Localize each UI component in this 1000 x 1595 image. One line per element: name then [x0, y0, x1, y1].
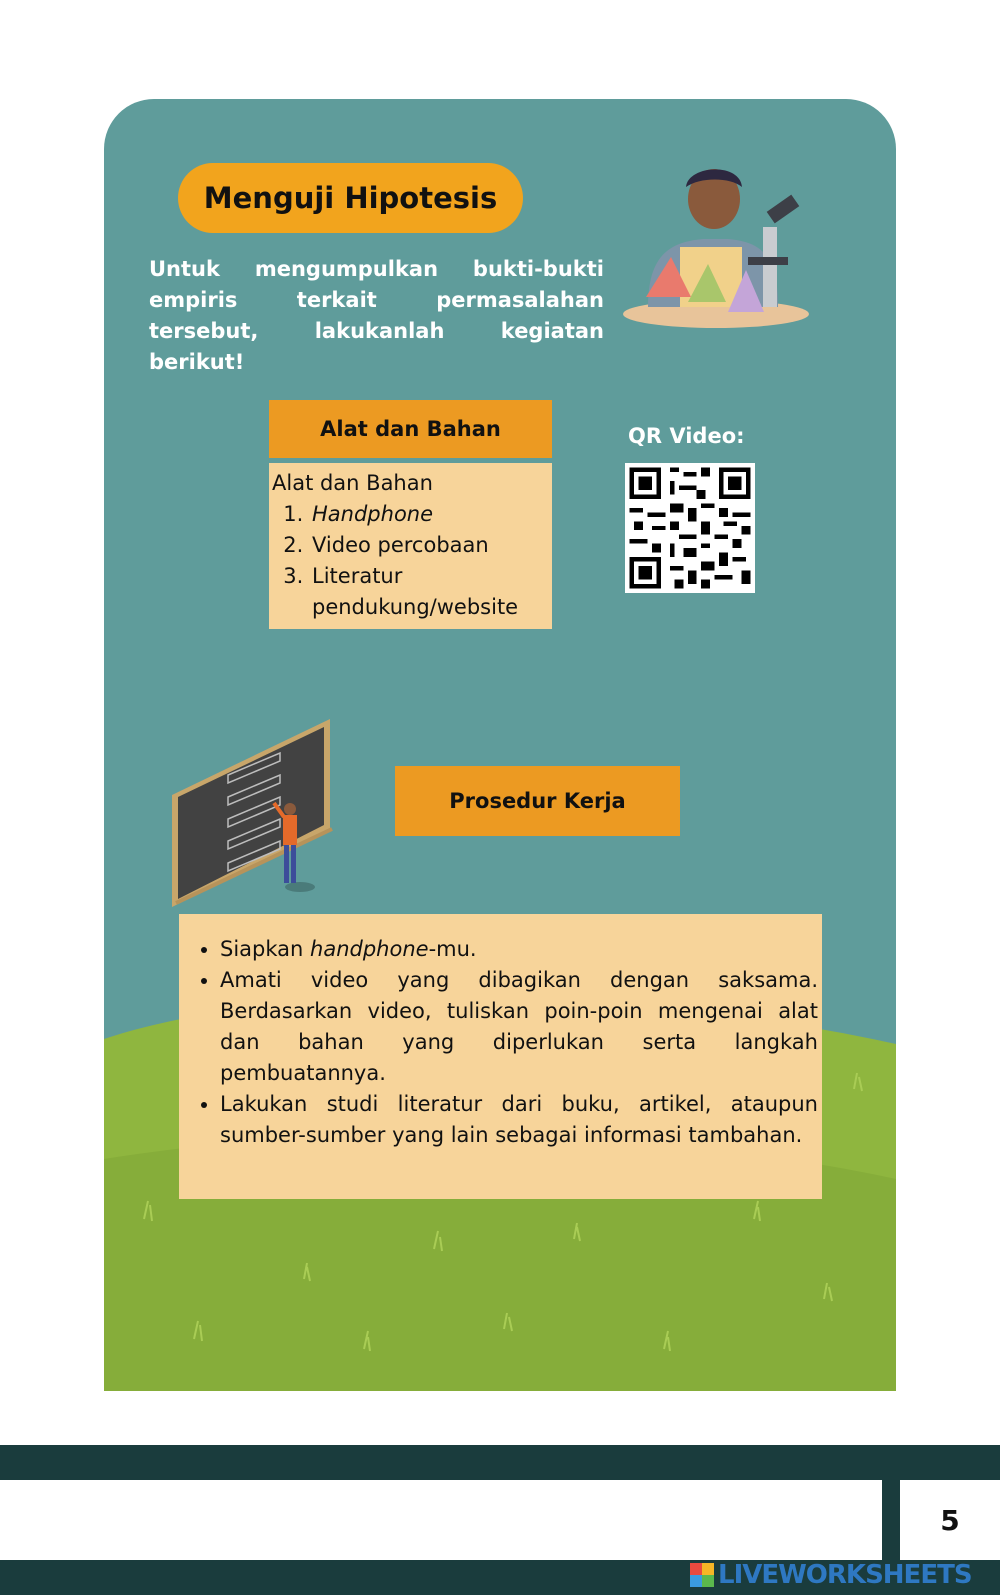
brand-name: LIVEWORKSHEETS — [718, 1560, 972, 1590]
page-number: 5 — [900, 1480, 1000, 1560]
footer-band — [0, 1445, 1000, 1480]
procedure-header: Prosedur Kerja — [395, 766, 680, 836]
materials-header: Alat dan Bahan — [269, 400, 552, 458]
qr-code-icon[interactable] — [625, 463, 755, 593]
list-item: • Lakukan studi literatur dari buku, artikel, ataupun sumber-sumber yang lain sebagai informasi tambahan. — [220, 1089, 818, 1151]
procedure-list-box — [179, 914, 822, 1199]
footer-divider — [882, 1480, 900, 1560]
page-title: Menguji Hipotesis — [178, 163, 523, 233]
chalkboard-illustration — [170, 717, 340, 917]
scientist-illustration — [618, 157, 814, 335]
list-item: 1. Handphone — [310, 499, 552, 530]
footer-area — [0, 1480, 882, 1560]
list-item: 3. Literatur pendukung/website — [310, 561, 552, 623]
materials-list-box — [269, 463, 552, 629]
list-item: 2. Video percobaan — [310, 530, 552, 561]
list-item: • Amati video yang dibagikan dengan saksama. Berdasarkan video, tuliskan poin-poin mengenai alat dan bahan yang diperlukan serta langkah pembuatannya. — [220, 965, 818, 1089]
materials-label: Alat dan Bahan — [272, 471, 433, 495]
qr-label: QR Video: — [628, 424, 745, 448]
list-item: • Siapkan handphone-mu. — [220, 934, 818, 965]
liveworksheets-logo-icon — [690, 1563, 714, 1587]
intro-text: Untuk mengumpulkan bukti-bukti empiris terkait permasalahan tersebut, lakukanlah kegiatan berikut! — [149, 257, 604, 374]
activity-card — [104, 99, 896, 1391]
liveworksheets-logo[interactable] — [690, 1557, 990, 1593]
